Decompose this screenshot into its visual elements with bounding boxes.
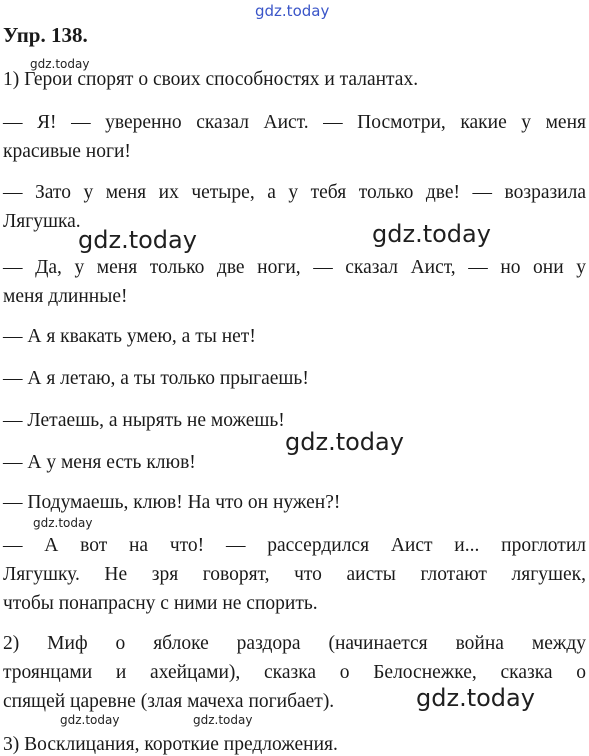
- text-line: 2) Миф о яблоке раздора (начинается война между: [3, 633, 586, 654]
- watermark-large: gdz.today: [372, 220, 491, 248]
- text-line: меня длинные!: [3, 286, 128, 307]
- text-line: — Летаешь, а нырять не можешь!: [3, 410, 285, 431]
- watermark-top: gdz.today: [255, 2, 330, 20]
- text-line: — А я летаю, а ты только прыгаешь!: [3, 368, 309, 389]
- text-line: 3) Восклицания, короткие предложения.: [3, 734, 338, 755]
- text-line: — Да, у меня только две ноги, — сказал Аист, — но они у: [3, 257, 586, 278]
- watermark-large: gdz.today: [285, 428, 404, 456]
- text-line: 1) Герои спорят о своих способностях и талантах.: [3, 69, 419, 90]
- watermark-small: gdz.today: [33, 516, 93, 530]
- watermark-small: gdz.today: [193, 713, 253, 727]
- watermark-large: gdz.today: [78, 226, 197, 254]
- text-line: — Зато у меня их четыре, а у тебя только две! — возразила: [3, 182, 586, 203]
- watermark-large: gdz.today: [416, 684, 535, 712]
- exercise-title: Упр. 138.: [3, 23, 88, 47]
- text-line: чтобы понапрасну с ними не спорить.: [3, 593, 318, 614]
- text-line: — Я! — уверенно сказал Аист. — Посмотри, какие у меня: [3, 112, 586, 133]
- text-line: — А у меня есть клюв!: [3, 452, 196, 473]
- text-line: Лягушка.: [3, 211, 81, 232]
- watermark-small: gdz.today: [60, 713, 120, 727]
- text-line: спящей царевне (злая мачеха погибает).: [3, 691, 335, 712]
- watermark-small: gdz.today: [30, 57, 90, 71]
- text-line: — А я квакать умею, а ты нет!: [3, 326, 256, 347]
- text-line: Лягушку. Не зря говорят, что аисты глотают лягушек,: [3, 564, 586, 585]
- text-line: троянцами и ахейцами), сказка о Белоснежке, сказка о: [3, 662, 586, 683]
- text-line: — Подумаешь, клюв! На что он нужен?!: [3, 492, 341, 513]
- text-line: красивые ноги!: [3, 141, 131, 162]
- text-line: — А вот на что! — рассердился Аист и... проглотил: [3, 535, 586, 556]
